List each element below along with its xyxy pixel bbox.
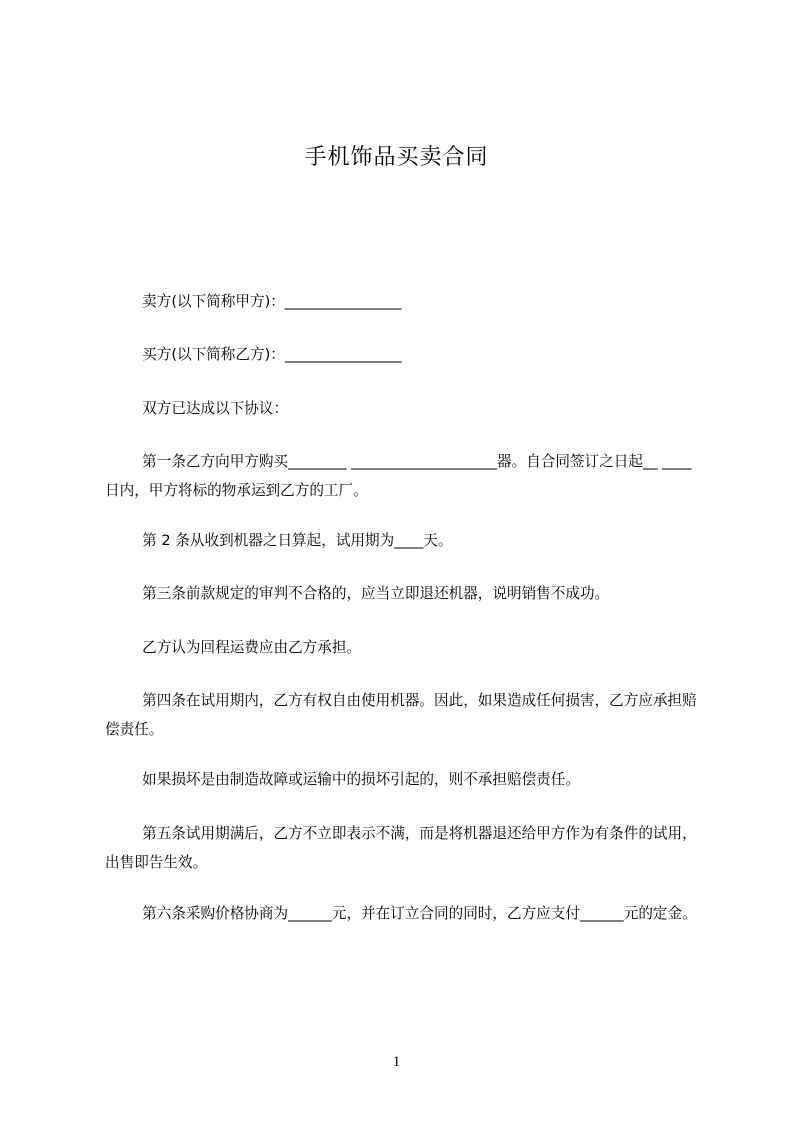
page-number: 1 xyxy=(392,1054,401,1070)
article-1: 第一条乙方向甲方购买________ ____________________器。自合同签订之日起__ ____日内，甲方将标的物承运到乙方的工厂。 xyxy=(105,453,692,499)
article-5: 第五条试用期满后，乙方不立即表示不满，而是将机器退还给甲方作为有条件的试用，出售即告生效。 xyxy=(105,825,697,871)
page-title: 手机饰品买卖合同 xyxy=(304,145,489,170)
article-3: 第三条前款规定的审判不合格的，应当立即退还机器，说明销售不成功。 xyxy=(105,585,610,602)
damage-exemption-clause: 如果损坏是由制造故障或运输中的损坏引起的，则不承担赔偿责任。 xyxy=(105,771,580,788)
return-freight-clause: 乙方认为回程运费应由乙方承担。 xyxy=(105,639,362,656)
article-6: 第六条采购价格协商为______元，并在订立合同的同时，乙方应支付______元的定金。 xyxy=(105,905,697,922)
article-2: 第 2 条从收到机器之日算起，试用期为____天。 xyxy=(105,532,453,549)
article-4: 第四条在试用期内，乙方有权自由使用机器。因此，如果造成任何损害，乙方应承担赔偿责任。 xyxy=(105,692,697,738)
buyer-line: 买方(以下简称乙方)：________________ xyxy=(105,346,402,363)
agreement-intro: 双方已达成以下协议： xyxy=(105,400,289,417)
seller-line: 卖方(以下简称甲方)：________________ xyxy=(105,293,402,310)
